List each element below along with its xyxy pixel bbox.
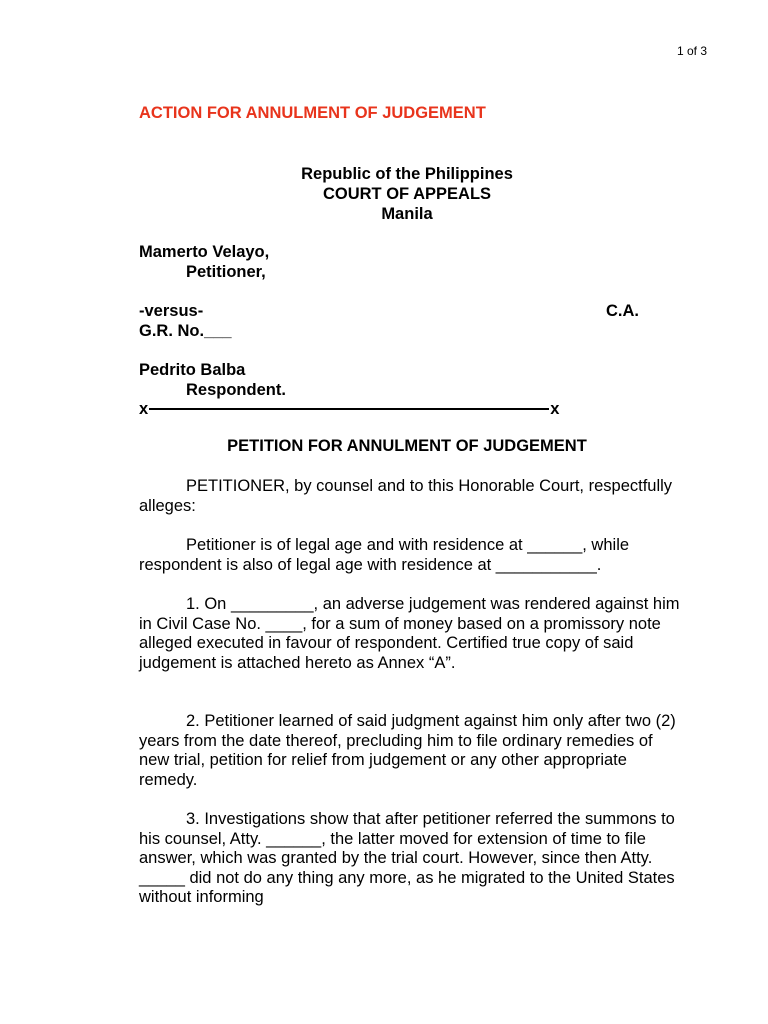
case-ref: C.A. <box>606 302 639 320</box>
document-title: ACTION FOR ANNULMENT OF JUDGEMENT <box>139 104 486 122</box>
paragraph-opening: PETITIONER, by counsel and to this Honorable Court, respectfully alleges: <box>139 477 673 515</box>
petitioner-role: Petitioner, <box>186 263 266 281</box>
paragraph-2: 2. Petitioner learned of said judgment against him only after two (2) years from the date thereof, precluding him to file ordinary remedies of new trial, petition for relief from judgement or any other appropriate remedy. <box>139 712 676 789</box>
divider-rule <box>149 408 549 410</box>
court-republic: Republic of the Philippines <box>301 165 513 183</box>
versus-label: -versus- <box>139 302 204 320</box>
paragraph-residence: Petitioner is of legal age and with residence at ______, while respondent is also of legal age with residence at ___________. <box>139 536 630 574</box>
court-header <box>139 164 675 224</box>
gr-number: G.R. No.___ <box>139 322 232 340</box>
paragraph-3: 3. Investigations show that after petitioner referred the summons to his counsel, Atty. ______, the latter moved for extension of time to file answer, which was granted by the trial court. However, since then Atty. _____ did not do any thing any more, as he migrated to the United States without informing <box>139 810 675 906</box>
respondent-role: Respondent. <box>186 381 286 399</box>
petitioner-block <box>139 242 679 282</box>
divider-left: x <box>139 400 149 418</box>
paragraph-1: 1. On _________, an adverse judgement was rendered against him in Civil Case No. ____, for a sum of money based on a promissory note alleged executed in favour of respondent. Certified true copy of said judgement is attached hereto as Annex “A”. <box>139 595 680 672</box>
divider-right: x <box>550 400 560 418</box>
respondent-name: Pedrito Balba <box>139 361 246 379</box>
petitioner-name: Mamerto Velayo, <box>139 243 270 261</box>
respondent-block <box>139 360 679 400</box>
court-location: Manila <box>381 205 433 223</box>
versus-row <box>139 301 639 321</box>
page-number: 1 of 3 <box>676 44 707 58</box>
caption-divider <box>139 399 559 419</box>
court-name: COURT OF APPEALS <box>322 185 492 203</box>
petition-title: PETITION FOR ANNULMENT OF JUDGEMENT <box>227 437 587 455</box>
